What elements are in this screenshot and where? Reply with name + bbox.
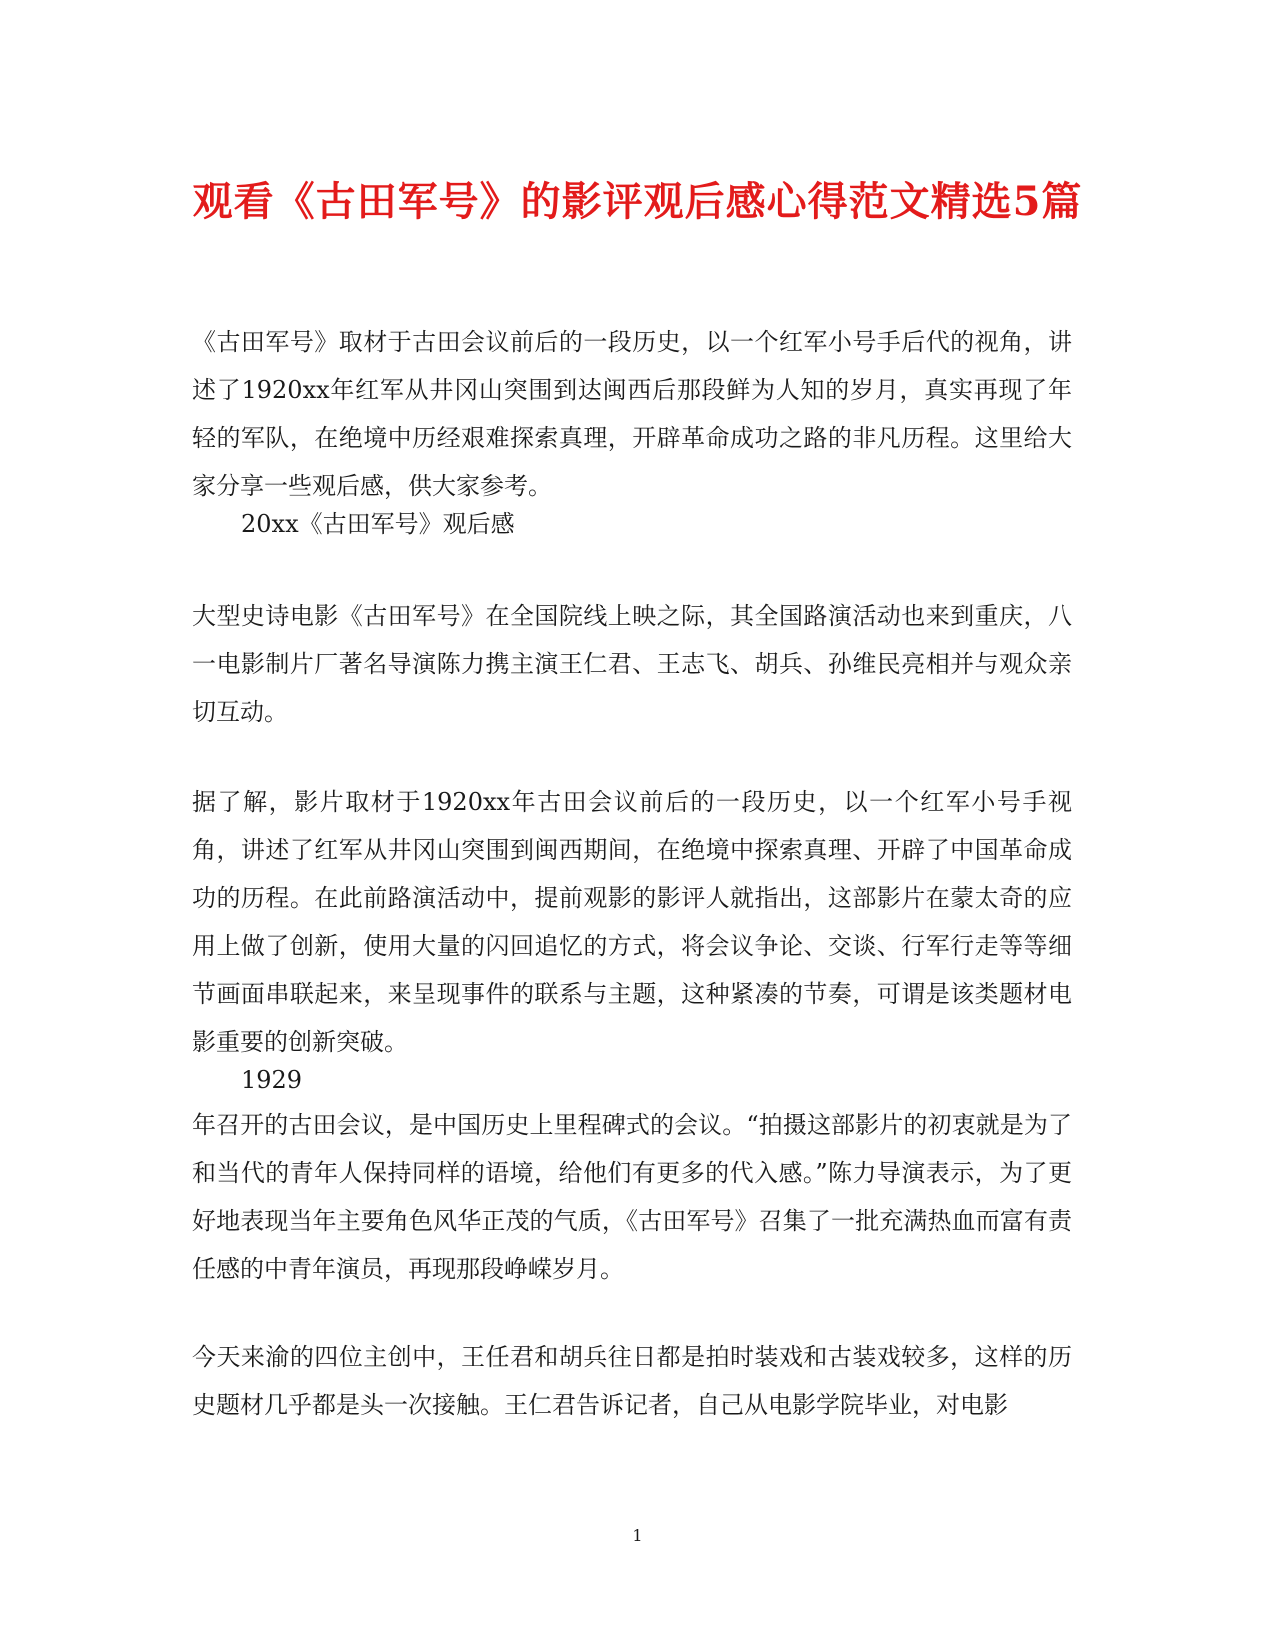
paragraph-4: 今天来渝的四位主创中，王任君和胡兵往日都是拍时装戏和古装戏较多，这样的历史题材几乎都是头一次接触。王仁君告诉记者，自己从电影学院毕业，对电影 (192, 1343, 1072, 1419)
page-number: 1 (632, 1526, 643, 1545)
paragraph-3: 年召开的古田会议，是中国历史上里程碑式的会议。“拍摄这部影片的初衷就是为了和当代的青年人保持同样的语境，给他们有更多的代入感。”陈力导演表示，为了更好地表现当年主要角色风华正茂的气质，《古田军号》召集了一批充满热血而富有责任感的中青年演员，再现那段峥嵘岁月。 (192, 1111, 1072, 1283)
year-line: 1929 (241, 1066, 303, 1094)
paragraph-1: 大型史诗电影《古田军号》在全国院线上映之际，其全国路演活动也来到重庆，八一电影制片厂著名导演陈力携主演王仁君、王志飞、胡兵、孙维民亮相并与观众亲切互动。 (192, 602, 1072, 726)
intro-paragraph: 《古田军号》取材于古田会议前后的一段历史，以一个红军小号手后代的视角，讲述了1920xx年红军从井冈山突围到达闽西后那段鲜为人知的岁月，真实再现了年轻的军队，在绝境中历经艰难探索真理，开辟革命成功之路的非凡历程。这里给大家分享一些观后感，供大家参考。 (192, 328, 1072, 500)
subheading: 20xx《古田军号》观后感 (241, 510, 515, 538)
document-title: 观看《古田军号》的影评观后感心得范文精选5篇 (192, 178, 1083, 225)
paragraph-2: 据了解，影片取材于1920xx年古田会议前后的一段历史，以一个红军小号手视角，讲述了红军从井冈山突围到闽西期间，在绝境中探索真理、开辟了中国革命成功的历程。在此前路演活动中，提前观影的影评人就指出，这部影片在蒙太奇的应用上做了创新，使用大量的闪回追忆的方式，将会议争论、交谈、行军行走等等细节画面串联起来，来呈现事件的联系与主题，这种紧凑的节奏，可谓是该类题材电影重要的创新突破。 (192, 788, 1072, 1056)
